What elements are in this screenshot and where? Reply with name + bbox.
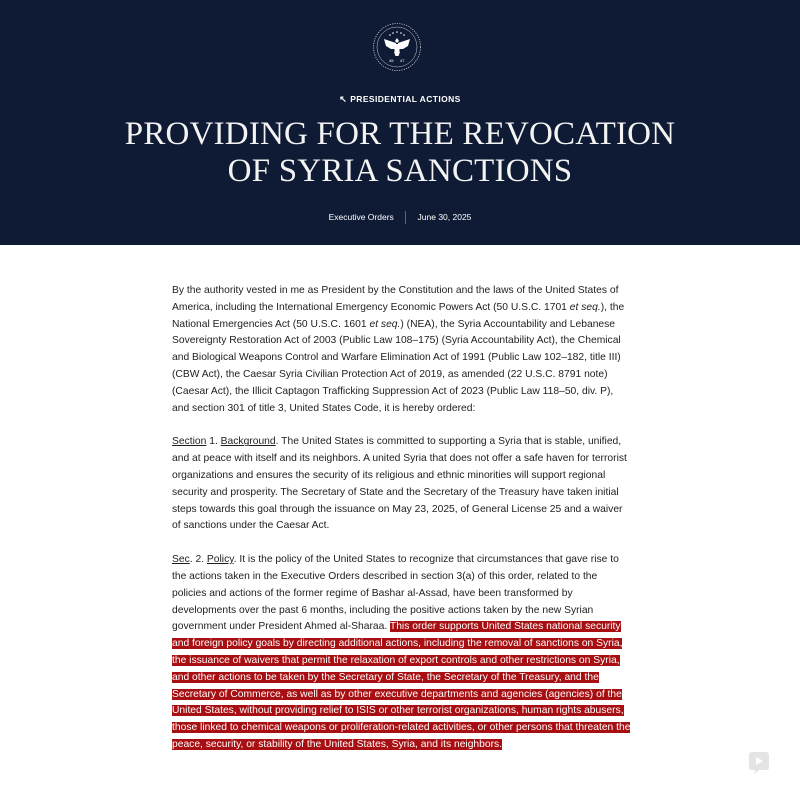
section-text: . It is the policy of the United States to recognize that circumstances that gave rise to the actions taken in the Executive Orders described in section 3(a) of this order, related to the policies and actions of the former regime of Bashar al-Assad, have been transformed by developments over the past 6 months, including the positive actions taken by the new Syrian government under President Ahmed al-Sharaa. [172,554,619,633]
highlighted-text: This order supports United States national security and foreign policy goals by directing additional actions, including the removal of sanctions on Syria, the issuance of waivers that permit the relaxation of export controls and other restrictions on Syria, and other actions to be taken by the Secretary of State, the Secretary of the Treasury, and the Secretary of Commerce, as well as by other executive departments and agencies (agencies) of the United States, without providing relief to ISIS or other terrorist organizations, human rights abusers, those linked to chemical weapons or proliferation-related activities, or other persons that threaten the peace, security, or stability of the United States, Syria, and its neighbors. [172,621,631,750]
play-badge-icon [745,749,773,777]
section-title: Policy [206,554,234,566]
section-text: . The United States is committed to supporting a Syria that is stable, unified, and at peace with itself and its neighbors. A united Syria that does not offer a safe haven for terrorist organizations and ensures the security of its religious and ethnic minorities will support regional security and prosperity. The Secretary of State and the Secretary of the Treasury have taken initial steps towards this goal through the issuance on May 23, 2025, of General License 25 and a waiver of sanctions under the Caesar Act. [172,436,627,532]
intro-paragraph [172,283,632,417]
category-link[interactable] [0,94,800,105]
post-date: June 30, 2025 [417,211,472,222]
page-header [0,0,800,245]
page-title [0,116,800,190]
intro-text: By the authority vested in me as President by the Constitution and the laws of the United States of America, including the International Emergency Economic Powers Act (50 U.S.C. 1701 [172,285,619,313]
seal-number-right: 47 [400,58,405,63]
title-line-1: PROVIDING FOR THE REVOCATION [124,116,676,152]
intro-emphasis: et seq. [369,318,401,330]
post-type-link[interactable]: Executive Orders [328,211,394,222]
intro-text: ) (NEA), the Syria Accountability and Lebanese Sovereignty Restoration Act of 2003 (Public Law 108–175) (Syria Accountability Act), the Chemical and Biological Weapons Control and Warfare Elimination Act of 1991 (Public Law 102–182, title III) (CBW Act), the Caesar Syria Civilian Protection Act of 2019, as amended (22 U.S.C. 8791 note) (Caesar Act), the Illicit Captagon Trafficking Suppression Act of 2023 (Public Law 118–50, div. P), and section 301 of title 3, United States Code, it is hereby ordered: [172,318,621,414]
meta-divider [405,211,406,224]
arrow-up-left-icon: ↖ [339,94,348,104]
title-line-2: OF SYRIA SANCTIONS [227,153,573,189]
category-label: PRESIDENTIAL ACTIONS [350,94,461,104]
section-number: 1. [206,436,221,448]
section-1-paragraph [172,434,632,535]
post-meta [0,211,800,224]
section-2-paragraph [172,552,632,754]
section-label: Section [172,436,207,448]
article-body [172,283,632,771]
seal-number-left: 45 [389,58,394,63]
section-label: Sec [172,554,190,566]
presidential-seal-icon[interactable] [372,22,422,72]
intro-text: ), the National Emergencies Act (50 U.S.C. 1601 [172,301,625,330]
intro-emphasis: et seq. [569,301,601,313]
section-number: . 2. [189,554,207,566]
section-title: Background [220,436,276,448]
